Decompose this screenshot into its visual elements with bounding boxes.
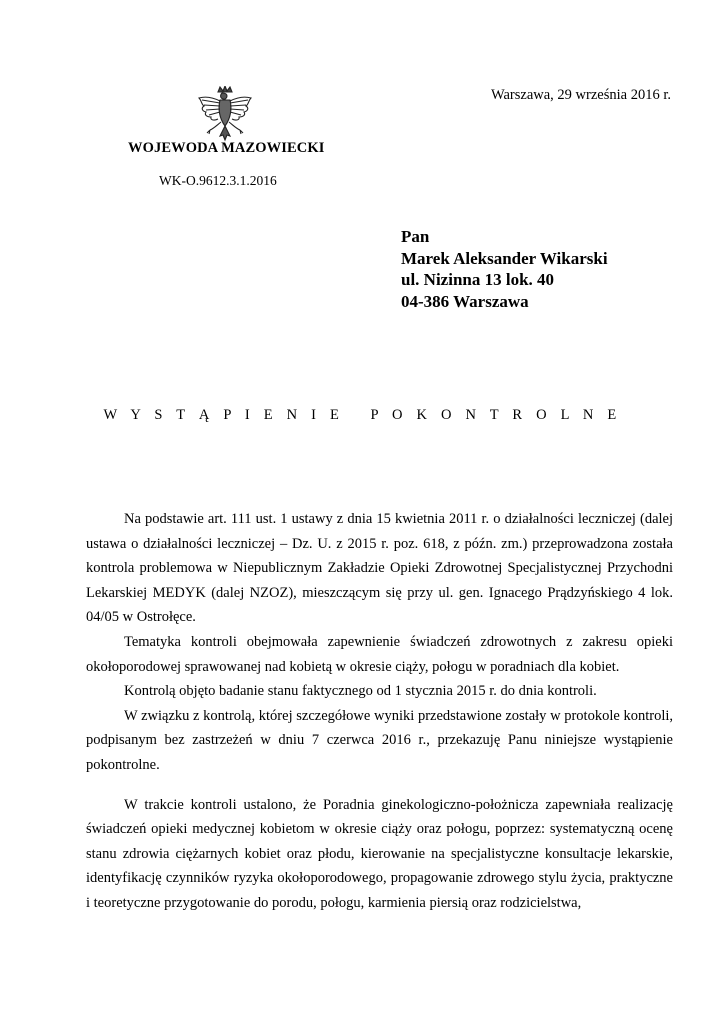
recipient-street: ul. Nizinna 13 lok. 40 [401,270,555,289]
recipient-address [401,226,608,312]
document-title: W Y S T Ą P I E N I E P O K O N T R O L N E [103,407,622,423]
place-date: Warszawa, 29 września 2016 r. [490,87,671,103]
body-paragraph: Kontrolą objęto badanie stanu faktycznego od 1 stycznia 2015 r. do dnia kontroli. [124,683,597,700]
recipient-city: 04-386 Warszawa [401,291,529,311]
document-body [86,507,673,916]
body-paragraph: W związku z kontrolą, której szczegółowe wyniki przedstawione zostały w protokole kontroli, podpisanym bez zastrzeżeń w dniu 7 czerwca 2016 r., przekazuję Panu niniejsze wystąpienie pokontrolne. [86,707,673,773]
polish-eagle-emblem-icon [196,86,254,148]
body-paragraph: Tematyka kontroli obejmowała zapewnienie świadczeń zdrowotnych z zakresu opieki okołoporodowej sprawowanej nad kobietą w okresie ciąży, połogu w poradniach dla kobiet. [86,633,673,675]
recipient-name: Marek Aleksander Wikarski [401,248,608,268]
reference-number: WK-O.9612.3.1.2016 [159,173,277,188]
recipient-salutation: Pan [401,227,430,246]
body-paragraph: W trakcie kontroli ustalono, że Poradnia ginekologiczno-położnicza zapewniała realizację świadczeń opieki medycznej kobietom w okresie ciąży oraz połogu, poprzez: systematyczną ocenę stanu zdrowia ciężarnych kobiet oraz płodu, kierowanie na specjalistyczne konsultacje lekarskie, identyfikację czynników ryzyka okołoporodowego, propagowanie zdrowego stylu życia, praktyczne i teoretyczne przygotowanie do porodu, połogu, karmienia piersią oraz rodzicielstwa, [86,796,673,911]
body-paragraph: Na podstawie art. 111 ust. 1 ustawy z dnia 15 kwietnia 2011 r. o działalności leczniczej (dalej ustawa o działalności leczniczej – Dz. U. z 2015 r. poz. 618, z późn. zm.) przeprowadzona została kontrola problemowa w Niepublicznym Zakładzie Opieki Zdrowotnej Specjalistycznej Przychodni Lekarskiej MEDYK (dalej NZOZ), mieszczącym się przy ul. gen. Ignacego Prądzyńskiego 4 lok. 04/05 w Ostrołęce. [86,511,673,626]
authority-name: WOJEWODA MAZOWIECKI [128,140,325,156]
